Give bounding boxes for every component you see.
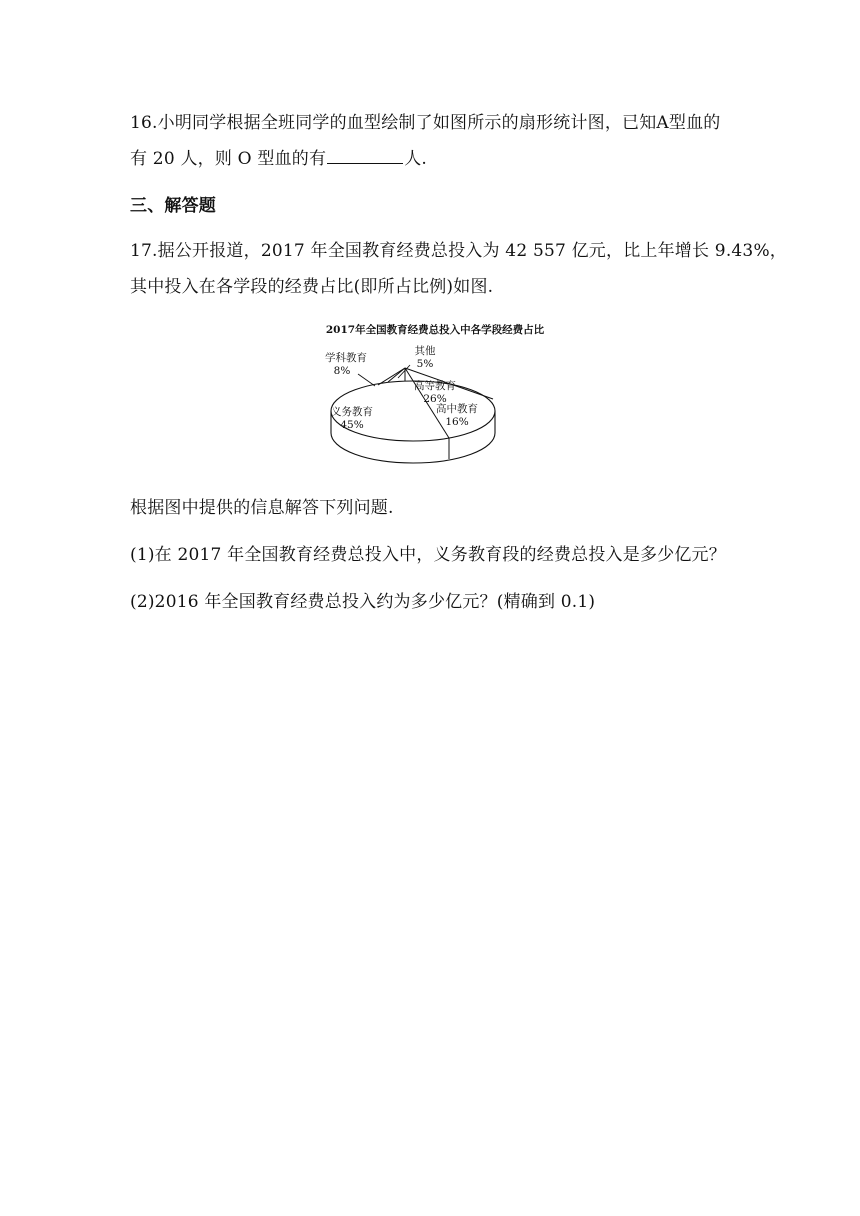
- q17-sub1: (1)在 2017 年全国教育经费总投入中，义务教育段的经费总投入是多少亿元？: [130, 545, 726, 565]
- q17-after-chart: 根据图中提供的信息解答下列问题.: [130, 498, 394, 518]
- slice-label-xueke: 学科教育: [325, 352, 367, 364]
- slice-value-qita: 5%: [416, 358, 434, 370]
- q16-line2-after: 人.: [404, 149, 427, 169]
- answer-blank: [327, 148, 403, 164]
- chart-title: 2017年全国教育经费总投入中各学段经费占比: [325, 324, 545, 336]
- slice-label-yiwu: 义务教育: [331, 406, 373, 418]
- q17-sub2: (2)2016 年全国教育经费总投入约为多少亿元？(精确到 0.1): [130, 592, 596, 612]
- q17-line2: 其中投入在各学段的经费占比(即所占比例)如图.: [130, 277, 494, 297]
- pie-chart: [300, 316, 570, 476]
- slice-label-gaozhong: 高中教育: [436, 403, 478, 415]
- leader-line-xueke: [358, 374, 375, 386]
- q16-line2-before: 有 20 人，则 O 型血的有: [130, 149, 327, 169]
- slice-value-yiwu: 45%: [340, 419, 364, 431]
- slice-label-qita: 其他: [414, 345, 436, 357]
- q16-line2: [130, 148, 427, 170]
- section-title: 三、解答题: [130, 196, 216, 216]
- pie-chart-figure: [300, 316, 570, 476]
- slice-value-xueke: 8%: [333, 365, 351, 377]
- q17-line1: 17.据公开报道，2017 年全国教育经费总投入为 42 557 亿元，比上年增长 9.43%，: [130, 241, 788, 261]
- slice-label-gaodeng: 高等教育: [414, 380, 456, 392]
- q16-line1: 16.小明同学根据全班同学的血型绘制了如图所示的扇形统计图，已知A型血的: [130, 113, 721, 133]
- slice-value-gaozhong: 16%: [445, 416, 469, 428]
- slice-value-gaodeng: 26%: [423, 393, 447, 405]
